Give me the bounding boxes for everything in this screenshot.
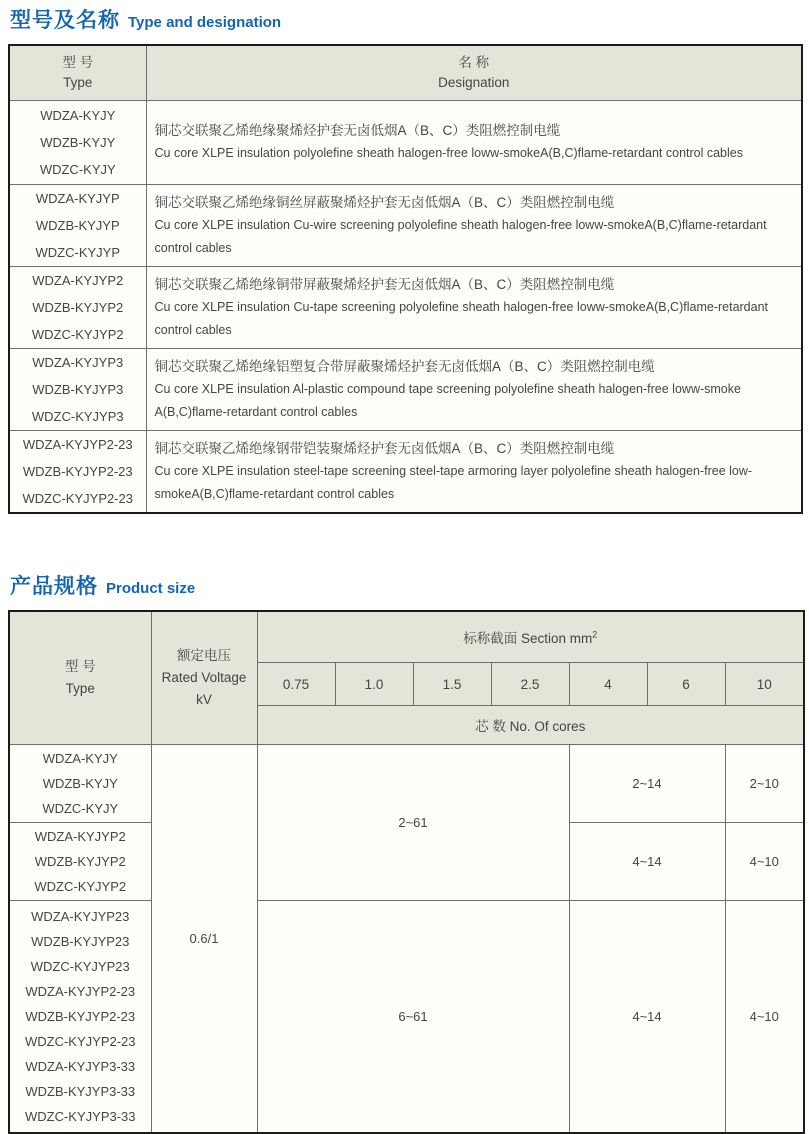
section-header xyxy=(257,611,804,663)
section-header-sup: 2 xyxy=(592,629,598,640)
title-cn: 产品规格 xyxy=(10,574,98,598)
designation-cell xyxy=(146,430,802,513)
size-column-header: 0.75 xyxy=(257,663,335,706)
cores-cell-mid-sections: 4~14 xyxy=(569,901,725,1133)
type-cell xyxy=(9,745,151,823)
type-line: WDZB-KYJYP xyxy=(35,217,120,233)
designation-cn: 铜芯交联聚乙烯绝缘聚烯烃护套无卤低烟A（B、C）类阻燃控制电缆 xyxy=(154,123,561,138)
type-line: WDZA-KYJYP2 xyxy=(34,829,126,844)
size-column-header: 1.5 xyxy=(413,663,491,706)
type-line: WDZC-KYJYP23 xyxy=(30,958,130,974)
header-row-section xyxy=(9,611,804,663)
type-line: WDZA-KYJYP2-23 xyxy=(22,436,133,452)
size-column-header: 2.5 xyxy=(491,663,569,706)
size-column-header: 6 xyxy=(647,663,725,706)
type-header-cn: 型 号 xyxy=(62,54,94,70)
section-header-label: 标称截面 Section mm xyxy=(463,630,593,646)
voltage-header-unit: kV xyxy=(196,691,212,707)
type-line: WDZA-KYJYP xyxy=(35,190,120,206)
type-column-header xyxy=(9,45,146,100)
type-line: WDZB-KYJYP2-23 xyxy=(22,463,133,479)
table-row xyxy=(9,430,802,513)
type-line: WDZB-KYJY xyxy=(42,776,118,791)
type-cell xyxy=(9,348,146,430)
type-line: WDZC-KYJYP2 xyxy=(34,879,127,894)
table-row xyxy=(9,266,802,348)
type-column-header xyxy=(9,611,151,745)
type-line: WDZC-KYJYP3 xyxy=(31,408,124,424)
type-designation-title xyxy=(10,4,801,34)
voltage-column-header xyxy=(151,611,257,745)
table-row xyxy=(9,901,804,1133)
designation-header-cn: 名 称 xyxy=(458,54,490,70)
cores-cell-mid-sections: 2~14 xyxy=(569,745,725,823)
type-line: WDZA-KYJYP2-23 xyxy=(25,983,136,999)
type-line: WDZA-KYJYP3 xyxy=(32,354,124,370)
designation-cell xyxy=(146,348,802,430)
type-line: WDZC-KYJYP3-33 xyxy=(24,1108,136,1124)
product-size-title xyxy=(10,570,801,600)
designation-cn: 铜芯交联聚乙烯绝缘钢带铠装聚烯烃护套无卤低烟A（B、C）类阻燃控制电缆 xyxy=(154,440,615,456)
designation-en: Cu core XLPE insulation Cu-wire screening polyolefine sheath halogen-free loww-smokeA(B,C)flame-retardant control cables xyxy=(154,217,767,255)
type-line: WDZC-KYJYP xyxy=(35,244,120,260)
type-cell xyxy=(9,266,146,348)
table-row xyxy=(9,184,802,266)
designation-cn: 铜芯交联聚乙烯绝缘铜带屏蔽聚烯烃护套无卤低烟A（B、C）类阻燃控制电缆 xyxy=(154,276,615,292)
type-line: WDZA-KYJYP23 xyxy=(31,908,130,924)
table-row xyxy=(9,100,802,184)
product-size-table xyxy=(8,610,805,1134)
designation-column-header xyxy=(146,45,802,100)
type-line: WDZB-KYJYP3 xyxy=(32,381,124,397)
type-designation-table xyxy=(8,44,803,514)
cores-cell-small-sections: 2~61 xyxy=(257,745,569,901)
designation-cell xyxy=(146,184,802,266)
type-line: WDZB-KYJYP2 xyxy=(32,299,124,315)
voltage-header-en: Rated Voltage xyxy=(161,669,247,685)
designation-en: Cu core XLPE insulation Cu-tape screening polyolefine sheath halogen-free loww-smokeA(B,C)flame-retardant control cables xyxy=(154,299,769,337)
type-header-en: Type xyxy=(63,74,93,90)
size-column-header: 10 xyxy=(725,663,804,706)
type-line: WDZA-KYJYP3-33 xyxy=(25,1058,136,1074)
designation-en: Cu core XLPE insulation polyolefine sheath halogen-free loww-smokeA(B,C)flame-retardant control cables xyxy=(154,146,743,160)
type-line: WDZC-KYJYP2-23 xyxy=(22,490,134,506)
designation-cell xyxy=(146,100,802,184)
size-column-header: 1.0 xyxy=(335,663,413,706)
type-header-cn: 型 号 xyxy=(64,658,96,674)
type-line: WDZC-KYJYP2 xyxy=(31,326,124,342)
type-header-en: Type xyxy=(65,680,95,696)
voltage-cell: 0.6/1 xyxy=(151,745,257,1133)
title-en: Product size xyxy=(106,579,196,597)
type-line: WDZC-KYJY xyxy=(42,801,119,816)
table-row xyxy=(9,348,802,430)
type-line: WDZA-KYJY xyxy=(42,751,118,766)
cores-cell-large-section: 2~10 xyxy=(725,745,804,823)
type-line: WDZC-KYJYP2-23 xyxy=(24,1033,136,1049)
title-cn: 型号及名称 xyxy=(10,9,120,32)
designation-cn: 铜芯交联聚乙烯绝缘铜丝屏蔽聚烯烃护套无卤低烟A（B、C）类阻燃控制电缆 xyxy=(154,194,615,210)
type-line: WDZA-KYJY xyxy=(40,107,116,123)
title-en: Type and designation xyxy=(128,14,282,31)
cores-cell-mid-sections: 4~14 xyxy=(569,823,725,901)
designation-header-en: Designation xyxy=(438,74,510,90)
type-line: WDZB-KYJYP3-33 xyxy=(25,1083,136,1099)
voltage-header-cn: 额定电压 xyxy=(177,647,231,663)
cores-cell-large-section: 4~10 xyxy=(725,823,804,901)
type-line: WDZB-KYJYP2 xyxy=(34,854,126,869)
type-cell xyxy=(9,184,146,266)
type-cell xyxy=(9,823,151,901)
type-cell xyxy=(9,100,146,184)
size-column-header: 4 xyxy=(569,663,647,706)
type-line: WDZB-KYJY xyxy=(40,134,116,150)
type-line: WDZB-KYJYP2-23 xyxy=(25,1008,136,1024)
type-line: WDZB-KYJYP23 xyxy=(31,933,130,949)
type-line: WDZC-KYJY xyxy=(39,161,116,177)
header-row xyxy=(9,45,802,100)
designation-en: Cu core XLPE insulation steel-tape screening steel-tape armoring layer polyolefine sheath halogen-free low-smokeA(B,C)flame-retardant control cables xyxy=(154,463,753,501)
cores-cell-large-section: 4~10 xyxy=(725,901,804,1133)
designation-en: Cu core XLPE insulation Al-plastic compound tape screening polyolefine sheath halogen-free loww-smoke A(B,C)flame-retardant control cables xyxy=(154,381,741,419)
type-line: WDZA-KYJYP2 xyxy=(32,272,124,288)
type-cell xyxy=(9,430,146,513)
cores-cell-small-sections: 6~61 xyxy=(257,901,569,1133)
type-cell xyxy=(9,901,151,1133)
designation-cn: 铜芯交联聚乙烯绝缘铝塑复合带屏蔽聚烯烃护套无卤低烟A（B、C）类阻燃控制电缆 xyxy=(154,358,655,374)
table-row xyxy=(9,745,804,823)
cores-header: 芯 数 No. Of cores xyxy=(257,706,804,745)
designation-cell xyxy=(146,266,802,348)
